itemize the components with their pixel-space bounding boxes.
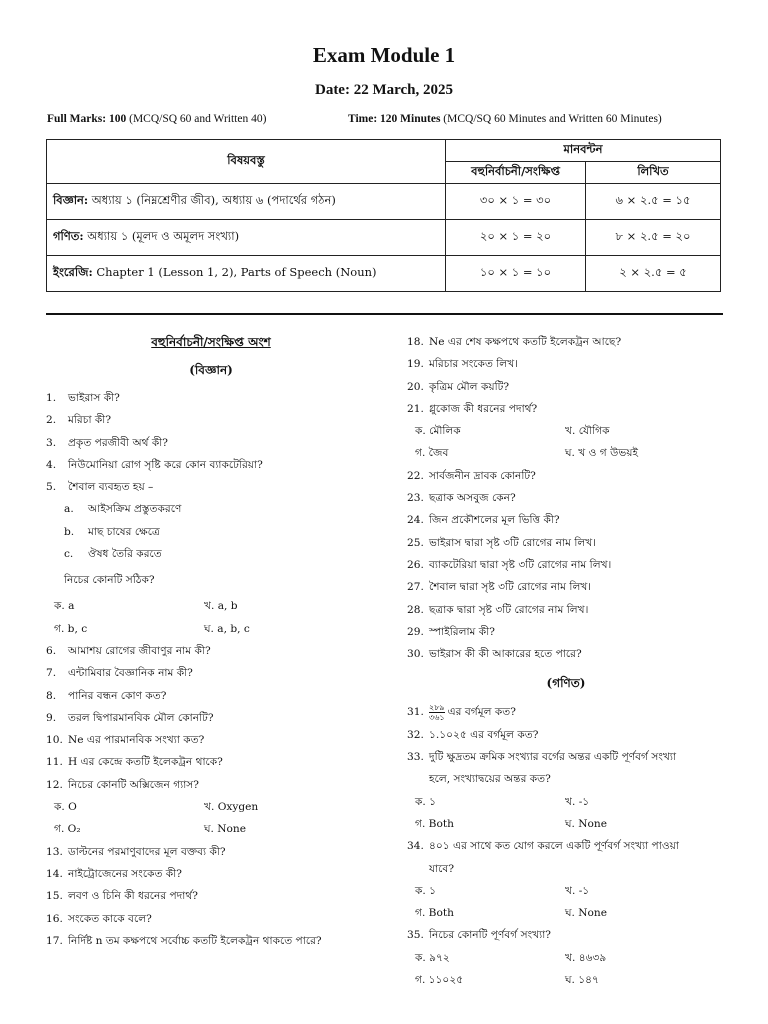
question-33-options-row-1: ক. ১ খ. -১ bbox=[415, 795, 590, 808]
question-13: 13. ডাল্টনের পরমাণুবাদের মূল বক্তব্য কী? bbox=[46, 845, 226, 858]
subject-name: বিজ্ঞান: bbox=[53, 193, 89, 207]
mcq-marks: ৩০ × ১ = ৩০ bbox=[446, 184, 586, 220]
question-12: 12. নিচের কোনটি অক্সিজেন গ্যাস? bbox=[46, 778, 199, 791]
question-21: 21. গ্লুকোজ কী ধরনের পদার্থ? bbox=[407, 402, 538, 415]
question-35-options-row-2: গ. ১১০২৫ ঘ. ১৪৭ bbox=[415, 974, 599, 987]
exam-date: Date: 22 March, 2025 bbox=[314, 82, 454, 98]
question-21-options-row-2: গ. জৈব ঘ. খ ও গ উভয়ই bbox=[415, 447, 638, 460]
question-4: 4. নিউমোনিয়া রোগ সৃষ্টি করে কোন ব্যাকটেরিয়া? bbox=[46, 458, 263, 471]
question-10: 10. Ne এর পারমানবিক সংখ্যা কত? bbox=[46, 734, 205, 747]
question-18: 18. Ne এর শেষ কক্ষপথে কতটি ইলেকট্রন আছে? bbox=[407, 336, 622, 348]
question-33-options-row-2: গ. Both ঘ. None bbox=[415, 817, 608, 830]
fraction: $\frac{২৮৯}{৩৬১}$ bbox=[429, 703, 445, 723]
table-row bbox=[47, 184, 721, 220]
question-35: 35. নিচের কোনটি পূর্ণবর্গ সংখ্যা? bbox=[407, 929, 551, 942]
question-21-options-row-1: ক. মৌলিক খ. যৌগিক bbox=[415, 425, 610, 438]
question-6: 6. আমাশয় রোগের জীবাণুর নাম কী? bbox=[46, 644, 211, 657]
question-28: 28. ছত্রাক দ্বারা সৃষ্ট ৩টি রোগের নাম লিখ। bbox=[407, 603, 589, 616]
question-5-prompt: নিচের কোনটি সঠিক? bbox=[64, 574, 155, 587]
question-30: 30. ভাইরাস কী কী আকারের হতে পারে? bbox=[407, 648, 582, 661]
question-9: 9. তরল দ্বিপারমানবিক মৌল কোনটি? bbox=[46, 711, 214, 724]
question-19: 19. মরিচার সংকেত লিখ। bbox=[407, 358, 518, 371]
question-27: 27. শৈবাল দ্বারা সৃষ্ট ৩টি রোগের নাম লিখ। bbox=[407, 581, 592, 594]
question-12-options-row-1: ক. O খ. Oxygen bbox=[54, 801, 259, 814]
question-34-cont: যাবে? bbox=[429, 862, 455, 875]
header-distribution: মানবন্টন bbox=[446, 140, 721, 162]
table-row bbox=[47, 220, 721, 256]
question-29: 29. স্পাইরিলাম কী? bbox=[407, 625, 495, 638]
question-34-options-row-2: গ. Both ঘ. None bbox=[415, 907, 608, 920]
written-marks: ২ × ২.৫ = ৫ bbox=[586, 256, 721, 292]
question-11: 11. H এর কেন্দ্রে কতটি ইলেকট্রন থাকে? bbox=[46, 756, 223, 769]
question-25: 25. ভাইরাস দ্বারা সৃষ্ট ৩টি রোগের নাম লিখ। bbox=[407, 536, 597, 549]
full-marks-detail: (MCQ/SQ 60 and Written 40) bbox=[126, 113, 267, 125]
subject-name: ইংরেজি: bbox=[53, 265, 93, 279]
question-3: 3. প্রকৃত পরজীবী অর্থ কী? bbox=[46, 436, 168, 449]
math-heading: (গণিত) bbox=[546, 676, 586, 691]
mcq-marks: ১০ × ১ = ১০ bbox=[446, 256, 586, 292]
question-33: 33. দুটি ক্ষুদ্রতম ক্রমিক সংখ্যার বর্গের অন্তর একটি পূর্ণবর্গ সংখ্যা bbox=[407, 751, 677, 764]
subject-name: গণিত: bbox=[53, 229, 84, 243]
written-marks: ৬ × ২.৫ = ১৫ bbox=[586, 184, 721, 220]
subject-cell bbox=[47, 184, 446, 220]
question-23: 23. ছত্রাক অসবুজ কেন? bbox=[407, 492, 516, 505]
question-8: 8. পানির বন্ধন কোণ কত? bbox=[46, 689, 167, 702]
question-12-options-row-2: গ. O₂ ঘ. None bbox=[54, 823, 247, 836]
header-mcq: বহুনির্বাচনী/সংক্ষিপ্ত bbox=[446, 162, 586, 184]
full-marks-label: Full Marks: 100 bbox=[47, 113, 127, 125]
question-2: 2. মরিচা কী? bbox=[46, 414, 112, 427]
page-title: Exam Module 1 bbox=[312, 43, 456, 67]
right-column bbox=[407, 331, 725, 991]
header-written: লিখিত bbox=[586, 162, 721, 184]
question-26: 26. ব্যাকটেরিয়া দ্বারা সৃষ্ট ৩টি রোগের নাম লিখ। bbox=[407, 558, 612, 571]
exam-time bbox=[348, 113, 662, 125]
question-20: 20. কৃত্রিম মৌল কয়টি? bbox=[407, 380, 510, 393]
question-14: 14. নাইট্রোজেনের সংকেত কী? bbox=[46, 867, 182, 880]
question-7: 7. এন্টামিবার বৈজ্ঞানিক নাম কী? bbox=[46, 667, 193, 680]
science-heading: (বিজ্ঞান) bbox=[189, 363, 233, 377]
question-34-options-row-1: ক. ১ খ. -১ bbox=[415, 884, 590, 897]
full-marks bbox=[47, 113, 266, 125]
section-heading: বহুনির্বাচনী/সংক্ষিপ্ত অংশ bbox=[151, 335, 271, 349]
marks-distribution-table bbox=[46, 139, 721, 292]
question-5-item-b: b. মাছ চাষের ক্ষেত্রে bbox=[64, 525, 160, 538]
subject-cell bbox=[47, 256, 446, 292]
mcq-marks: ২০ × ১ = ২০ bbox=[446, 220, 586, 256]
question-34: 34. ৪০১ এর সাথে কত যোগ করলে একটি পূর্ণবর্গ সংখ্যা পাওয়া bbox=[407, 840, 679, 853]
left-column bbox=[46, 331, 376, 952]
written-marks: ৮ × ২.৫ = ২০ bbox=[586, 220, 721, 256]
table-row bbox=[47, 256, 721, 292]
question-32: 32. ১.১০২৫ এর বর্গমূল কত? bbox=[407, 728, 539, 741]
question-17: 17. নির্দিষ্ট n তম কক্ষপথে সর্বোচ্চ কতটি ইলেকট্রন থাকতে পারে? bbox=[46, 934, 322, 947]
question-22: 22. সার্বজনীন দ্রাবক কোনটি? bbox=[407, 469, 536, 482]
question-24: 24. জিন প্রকৌশলের মূল ভিত্তি কী? bbox=[407, 514, 560, 527]
question-31: 31. $\frac{২৮৯}{৩৬১}$ এর বর্গমূল কত? bbox=[407, 703, 516, 723]
question-1: 1. ভাইরাস কী? bbox=[46, 392, 120, 404]
question-5-options-row-1: ক. a খ. a, b bbox=[54, 600, 238, 613]
section-divider bbox=[46, 313, 723, 315]
question-5: 5. শৈবাল ব্যবহৃত হয় – bbox=[46, 481, 154, 494]
subject-chapters: অধ্যায় ১ (মূলদ ও অমূলদ সংখ্যা) bbox=[83, 229, 240, 243]
question-5-item-a: a. আইসক্রিম প্রস্তুতকরণে bbox=[64, 503, 182, 516]
question-5-options-row-2: গ. b, c ঘ. a, b, c bbox=[54, 622, 250, 635]
question-16: 16. সংকেত কাকে বলে? bbox=[46, 912, 152, 925]
question-33-cont: হলে, সংখ্যাদ্বয়ের অন্তর কত? bbox=[429, 773, 551, 786]
question-15: 15. লবণ ও চিনি কী ধরনের পদার্থ? bbox=[46, 890, 198, 903]
subject-cell bbox=[47, 220, 446, 256]
time-label: Time: 120 Minutes bbox=[348, 113, 441, 125]
time-detail: (MCQ/SQ 60 Minutes and Written 60 Minutes) bbox=[440, 113, 662, 125]
question-5-item-c: c. ঔষধ তৈরি করতে bbox=[64, 548, 162, 561]
subject-chapters: Chapter 1 (Lesson 1, 2), Parts of Speech (Noun) bbox=[92, 265, 377, 279]
subject-chapters: অধ্যায় ১ (নিম্নশ্রেণীর জীব), অধ্যায় ৬ (পদার্থের গঠন) bbox=[88, 193, 336, 207]
header-subject: বিষয়বস্তু bbox=[47, 140, 446, 184]
question-35-options-row-1: ক. ৯৭২ খ. ৪৬৩৯ bbox=[415, 951, 607, 964]
